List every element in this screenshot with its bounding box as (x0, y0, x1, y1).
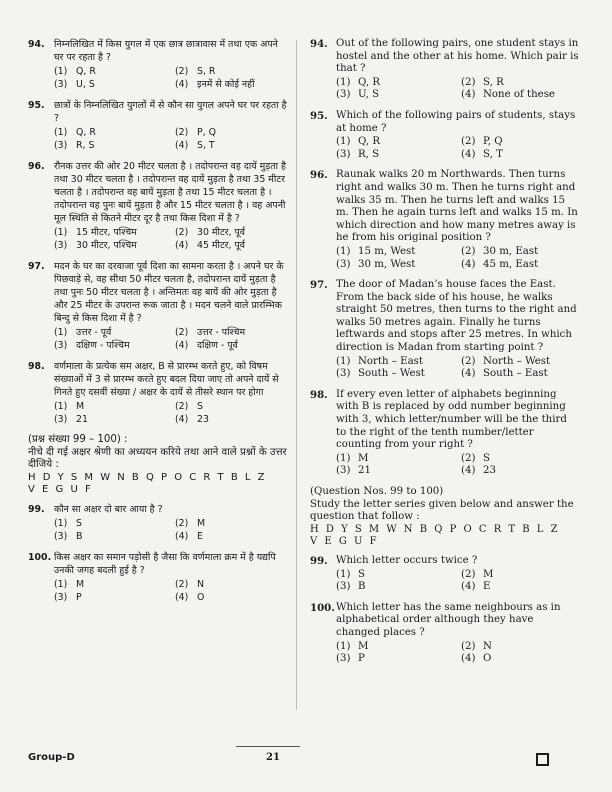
option-value: दक्षिण - पूर्व (197, 340, 238, 351)
english-column (310, 38, 580, 674)
question-body (54, 551, 290, 604)
option-value: E (483, 581, 491, 593)
option-value: 23 (483, 465, 496, 477)
option-number: (1) (336, 640, 351, 652)
option-value: 30 m, East (483, 245, 539, 257)
question-text: छात्रों के निम्नलिखित युगलों में से कौन सा युगल अपने घर पर रहता है ? (54, 100, 287, 124)
answer-option (336, 89, 455, 102)
letter-series-line-1: H D Y S M W N B Q P O C R T B L Z (310, 523, 560, 535)
question-body (336, 110, 580, 161)
answer-option (336, 581, 455, 594)
answer-option (336, 136, 455, 149)
answer-option (175, 326, 290, 339)
answer-option (175, 78, 290, 91)
option-value: S (76, 517, 82, 529)
option-number: (3) (54, 340, 68, 351)
question-item (28, 99, 290, 152)
option-value: उत्तर - पूर्व (76, 327, 112, 338)
option-number: (3) (54, 414, 68, 425)
answer-option (54, 400, 169, 413)
answer-option (336, 453, 455, 466)
option-number: (2) (461, 568, 476, 580)
option-value: M (483, 568, 494, 580)
question-body (336, 169, 580, 271)
instruction-heading: (Question Nos. 99 to 100) (310, 486, 444, 497)
question-number: 97. (310, 279, 328, 292)
option-value: South – West (358, 368, 425, 380)
hindi-column (28, 38, 290, 612)
answer-options (336, 77, 580, 102)
option-number: (1) (336, 76, 351, 88)
option-number: (1) (336, 568, 351, 580)
option-number: (2) (175, 66, 189, 77)
question-text: The door of Madan’s house faces the East. From the back side of his house, he walks straight 50 metres, then turns to the right and walks 50 metres again. Finally he turns leftwards and stops after 25 metres. In which direction is Madan from starting point ? (336, 279, 577, 354)
question-text: वर्णमाला के प्रत्येक सम अक्षर, B से प्रारम्भ करते हुए, को विषम संख्याओं में 3 से प्रारम्भ करते हुए बदल दिया जाए तो अपने दायें से गिनते हुए दसवीं संख्या / अक्षर के दायें से तीसरे स्थान पर होगा (54, 361, 279, 398)
instruction-heading: (प्रश्न संख्या 99 – 100) : (28, 434, 128, 445)
answer-option (54, 326, 169, 339)
option-number: (3) (336, 258, 351, 270)
option-number: (3) (336, 581, 351, 593)
answer-option (54, 126, 169, 139)
question-body (54, 160, 290, 252)
option-value: S, R (197, 66, 216, 77)
answer-option (175, 400, 290, 413)
answer-option (175, 65, 290, 78)
question-number: 97. (28, 261, 45, 272)
option-value: S, T (197, 140, 215, 151)
answer-options (336, 453, 580, 478)
answer-option (461, 246, 580, 259)
answer-option (461, 641, 580, 654)
option-number: (3) (336, 653, 351, 665)
option-number: (4) (175, 591, 189, 603)
answer-options (54, 126, 290, 152)
option-number: (3) (54, 240, 68, 251)
hindi-instruction (28, 434, 290, 497)
answer-option (461, 77, 580, 90)
option-number: (3) (336, 148, 351, 160)
instruction-text: Study the letter series given below and answer the question that follow : (310, 498, 574, 523)
answer-option (461, 653, 580, 666)
answer-option (461, 136, 580, 149)
answer-option (54, 139, 169, 152)
option-number: (1) (336, 355, 351, 367)
question-text: किस अक्षर का समान पड़ोसी है जैसा कि वर्णमाला क्रम में है यद्यपि उनकी जगह बदली हुई है ? (54, 551, 276, 576)
option-number: (2) (175, 127, 189, 138)
option-value: M (358, 452, 369, 464)
hindi-questions-block (28, 38, 290, 426)
question-item (28, 360, 290, 426)
answer-option (461, 465, 580, 478)
option-value: 15 m, West (358, 245, 416, 257)
option-value: U, S (76, 79, 95, 90)
option-value: 23 (197, 414, 209, 425)
answer-option (461, 259, 580, 272)
question-body (54, 38, 290, 91)
answer-option (54, 578, 169, 591)
question-number: 96. (28, 161, 45, 172)
option-number: (4) (175, 240, 189, 251)
question-number: 100. (28, 551, 52, 563)
option-value: Q, R (358, 76, 380, 88)
answer-options (54, 65, 290, 91)
option-value: North – West (483, 355, 551, 367)
answer-option (461, 356, 580, 369)
option-value: S, T (483, 148, 503, 160)
option-number: (4) (461, 465, 476, 477)
question-item (28, 160, 290, 252)
answer-option (175, 339, 290, 352)
answer-option (175, 591, 290, 604)
question-number: 99. (310, 554, 328, 567)
question-number: 95. (310, 109, 328, 122)
question-item (310, 38, 580, 102)
option-value: Q, R (358, 136, 380, 148)
option-value: B (358, 581, 366, 593)
column-divider (296, 40, 297, 710)
option-number: (1) (54, 401, 68, 412)
option-value: R, S (358, 148, 380, 160)
option-value: 45 मीटर, पूर्व (197, 240, 246, 251)
answer-option (175, 517, 290, 530)
question-item (310, 169, 580, 271)
option-number: (4) (175, 530, 189, 542)
option-value: S, R (483, 76, 504, 88)
option-number: (3) (54, 140, 68, 151)
option-number: (4) (461, 653, 476, 665)
option-value: M (358, 640, 369, 652)
option-number: (3) (54, 591, 68, 603)
question-number: 94. (28, 39, 45, 50)
answer-options (54, 326, 290, 352)
answer-option (336, 149, 455, 162)
letter-series-line-2: V E G U F (28, 484, 93, 496)
question-text: Which letter has the same neighbours as in alphabetical order although they have changed places ? (336, 601, 561, 638)
option-value: E (197, 530, 203, 542)
question-body (336, 555, 580, 594)
question-body (54, 99, 290, 152)
option-value: S (197, 401, 203, 412)
answer-option (54, 239, 169, 252)
option-number: (1) (54, 227, 68, 238)
answer-option (336, 653, 455, 666)
answer-option (336, 259, 455, 272)
option-value: 21 (358, 465, 371, 477)
answer-options (54, 578, 290, 604)
option-number: (2) (461, 640, 476, 652)
question-body (336, 602, 580, 666)
option-number: (4) (461, 368, 476, 380)
answer-option (175, 530, 290, 543)
answer-option (336, 246, 455, 259)
english-instruction (310, 486, 580, 549)
answer-option (54, 517, 169, 530)
answer-option (336, 368, 455, 381)
option-number: (1) (54, 327, 68, 338)
option-value: 30 m, West (358, 258, 416, 270)
option-value: Q, R (76, 66, 96, 77)
group-label: Group-D (28, 752, 75, 763)
option-value: O (483, 653, 492, 665)
answer-option (461, 368, 580, 381)
option-number: (2) (175, 227, 189, 238)
square-icon (536, 753, 549, 766)
question-number: 96. (310, 169, 328, 182)
option-value: उत्तर - पश्चिम (197, 327, 246, 338)
question-text: मदन के घर का दरवाजा पूर्व दिशा का सामना करता है । अपने घर के पिछवाड़े से, वह सीधा 50 मीटर चलता है, तदोपरान्त दायें मुड़ता है तथा पुनः 50 मीटर चलता है । अन्तिमतः वह बायें की ओर मुड़ता है और 25 मीटर के उपरान्त रूक जाता है । मदन चलने वाले प्रारम्भिक बिन्दु से किस दिशा में है ? (54, 261, 284, 324)
option-value: 21 (76, 414, 88, 425)
question-text: Out of the following pairs, one student stays in hostel and the other at his home. Which pair is that ? (336, 38, 579, 75)
answer-option (461, 89, 580, 102)
question-body (54, 260, 290, 352)
option-number: (1) (54, 127, 68, 138)
option-number: (4) (461, 148, 476, 160)
option-number: (2) (461, 355, 476, 367)
question-item (28, 260, 290, 352)
question-item (310, 279, 580, 381)
answer-options (336, 569, 580, 594)
answer-option (461, 569, 580, 582)
option-number: (1) (336, 136, 351, 148)
question-text: निम्नलिखित में किस युगल में एक छात्र छात्रावास में तथा एक अपने घर पर रहता है ? (54, 39, 278, 63)
instruction-text: नीचे दी गई अक्षर श्रेणी का अध्ययन करिये तथा आने वाले प्रश्नों के उत्तर दीजिये : (28, 446, 287, 471)
question-item (310, 110, 580, 161)
option-number: (3) (336, 465, 351, 477)
option-number: (4) (461, 89, 476, 101)
answer-option (54, 413, 169, 426)
question-text: If every even letter of alphabets beginning with B is replaced by odd number beginning with 3, which letter/number will be the third to the right of the tenth number/letter counting from your right ? (336, 388, 567, 451)
option-number: (1) (336, 245, 351, 257)
answer-option (54, 339, 169, 352)
option-value: P, Q (197, 127, 216, 138)
option-number: (4) (175, 340, 189, 351)
answer-option (54, 591, 169, 604)
option-value: U, S (358, 89, 380, 101)
option-number: (2) (461, 136, 476, 148)
question-number: 94. (310, 38, 328, 50)
question-item (28, 551, 290, 604)
answer-option (175, 126, 290, 139)
option-value: P, Q (483, 136, 503, 148)
answer-options (54, 400, 290, 426)
option-number: (2) (175, 578, 189, 590)
option-number: (4) (461, 581, 476, 593)
hindi-questions-block-2 (28, 503, 290, 604)
option-value: N (483, 640, 492, 652)
option-number: (2) (175, 401, 189, 412)
option-value: 45 m, East (483, 258, 539, 270)
option-value: M (76, 578, 85, 590)
answer-option (54, 78, 169, 91)
option-value: N (197, 578, 205, 590)
question-number: 95. (28, 100, 45, 111)
question-number: 99. (28, 503, 45, 515)
question-body (336, 279, 580, 381)
question-body (54, 503, 290, 543)
question-item (310, 555, 580, 594)
page-number: 21 (266, 752, 280, 763)
option-value: M (76, 401, 85, 412)
option-value: Q, R (76, 127, 96, 138)
question-item (28, 38, 290, 91)
option-number: (4) (175, 79, 189, 90)
answer-options (336, 356, 580, 381)
answer-option (175, 226, 290, 239)
option-number: (2) (461, 245, 476, 257)
option-number: (1) (54, 517, 68, 529)
english-questions-block-2 (310, 555, 580, 666)
option-number: (1) (54, 66, 68, 77)
answer-option (461, 149, 580, 162)
question-number: 98. (310, 388, 328, 401)
option-value: O (197, 591, 205, 603)
option-number: (3) (54, 530, 68, 542)
question-body (336, 38, 580, 102)
letter-series-line-1: H D Y S M W N B Q P O C R T B L Z (28, 471, 267, 483)
answer-options (336, 136, 580, 161)
answer-option (336, 356, 455, 369)
question-item (310, 389, 580, 478)
footer-rule (236, 746, 300, 747)
option-value: दक्षिण - पश्चिम (76, 340, 130, 351)
answer-option (461, 453, 580, 466)
question-item (310, 602, 580, 666)
question-body (54, 360, 290, 426)
option-number: (1) (336, 452, 351, 464)
option-value: 30 मीटर, पूर्व (197, 227, 246, 238)
option-value: S (483, 452, 490, 464)
answer-option (336, 641, 455, 654)
option-value: P (76, 591, 82, 603)
option-value: North – East (358, 355, 423, 367)
question-text: कौन सा अक्षर दो बार आया है ? (54, 503, 163, 515)
option-value: P (358, 653, 365, 665)
option-value: इनमें से कोई नहीं (197, 79, 255, 90)
question-item (28, 503, 290, 543)
answer-option (175, 239, 290, 252)
answer-option (175, 578, 290, 591)
answer-option (175, 139, 290, 152)
option-number: (3) (54, 79, 68, 90)
answer-option (54, 530, 169, 543)
question-text: रौनक उत्तर की ओर 20 मीटर चलता है । तदोपरान्त वह दायें मुड़ता है तथा 30 मीटर चलता है । तदोपरान्त वह दायें मुड़ता है तथा 35 मीटर चलता है । तदोपरान्त वह बायें मुड़ता है तथा 15 मीटर चलता है । तदोपरान्त वह पुनः बायें मुड़ता है और 15 मीटर चलता है । वह अपनी मूल स्थिति से कितने मीटर दूर है तथा किस दिशा में है ? (54, 161, 287, 224)
option-number: (3) (336, 368, 351, 380)
answer-option (336, 77, 455, 90)
english-questions-block (310, 38, 580, 478)
answer-option (54, 226, 169, 239)
option-number: (2) (461, 76, 476, 88)
question-text: Which letter occurs twice ? (336, 554, 478, 566)
option-number: (4) (461, 258, 476, 270)
answer-options (54, 517, 290, 543)
option-value: S (358, 568, 365, 580)
option-number: (1) (54, 578, 68, 590)
answer-options (54, 226, 290, 252)
letter-series-line-2: V E G U F (310, 536, 379, 548)
option-number: (2) (175, 327, 189, 338)
question-body (336, 389, 580, 478)
option-value: 30 मीटर, पश्चिम (76, 240, 137, 251)
option-value: M (197, 517, 206, 529)
answer-option (54, 65, 169, 78)
option-value: South – East (483, 368, 548, 380)
answer-option (336, 569, 455, 582)
answer-options (336, 246, 580, 271)
option-value: 15 मीटर, पश्चिम (76, 227, 137, 238)
option-value: None of these (483, 89, 555, 101)
answer-options (336, 641, 580, 666)
option-value: B (76, 530, 83, 542)
option-number: (2) (175, 517, 189, 529)
option-value: R, S (76, 140, 95, 151)
answer-option (461, 581, 580, 594)
option-number: (2) (461, 452, 476, 464)
question-text: Raunak walks 20 m Northwards. Then turns right and walks 30 m. Then he turns right and walks 35 m. Then he turns left and walks 15 m. Then he again turns left and walks 15 m. In which direction and how many metres away is he from his original position ? (336, 169, 578, 244)
option-number: (3) (336, 89, 351, 101)
question-text: Which of the following pairs of students, stays at home ? (336, 109, 576, 134)
option-number: (4) (175, 140, 189, 151)
answer-option (175, 413, 290, 426)
question-number: 100. (310, 601, 335, 614)
question-number: 98. (28, 361, 45, 372)
answer-option (336, 465, 455, 478)
option-number: (4) (175, 414, 189, 425)
